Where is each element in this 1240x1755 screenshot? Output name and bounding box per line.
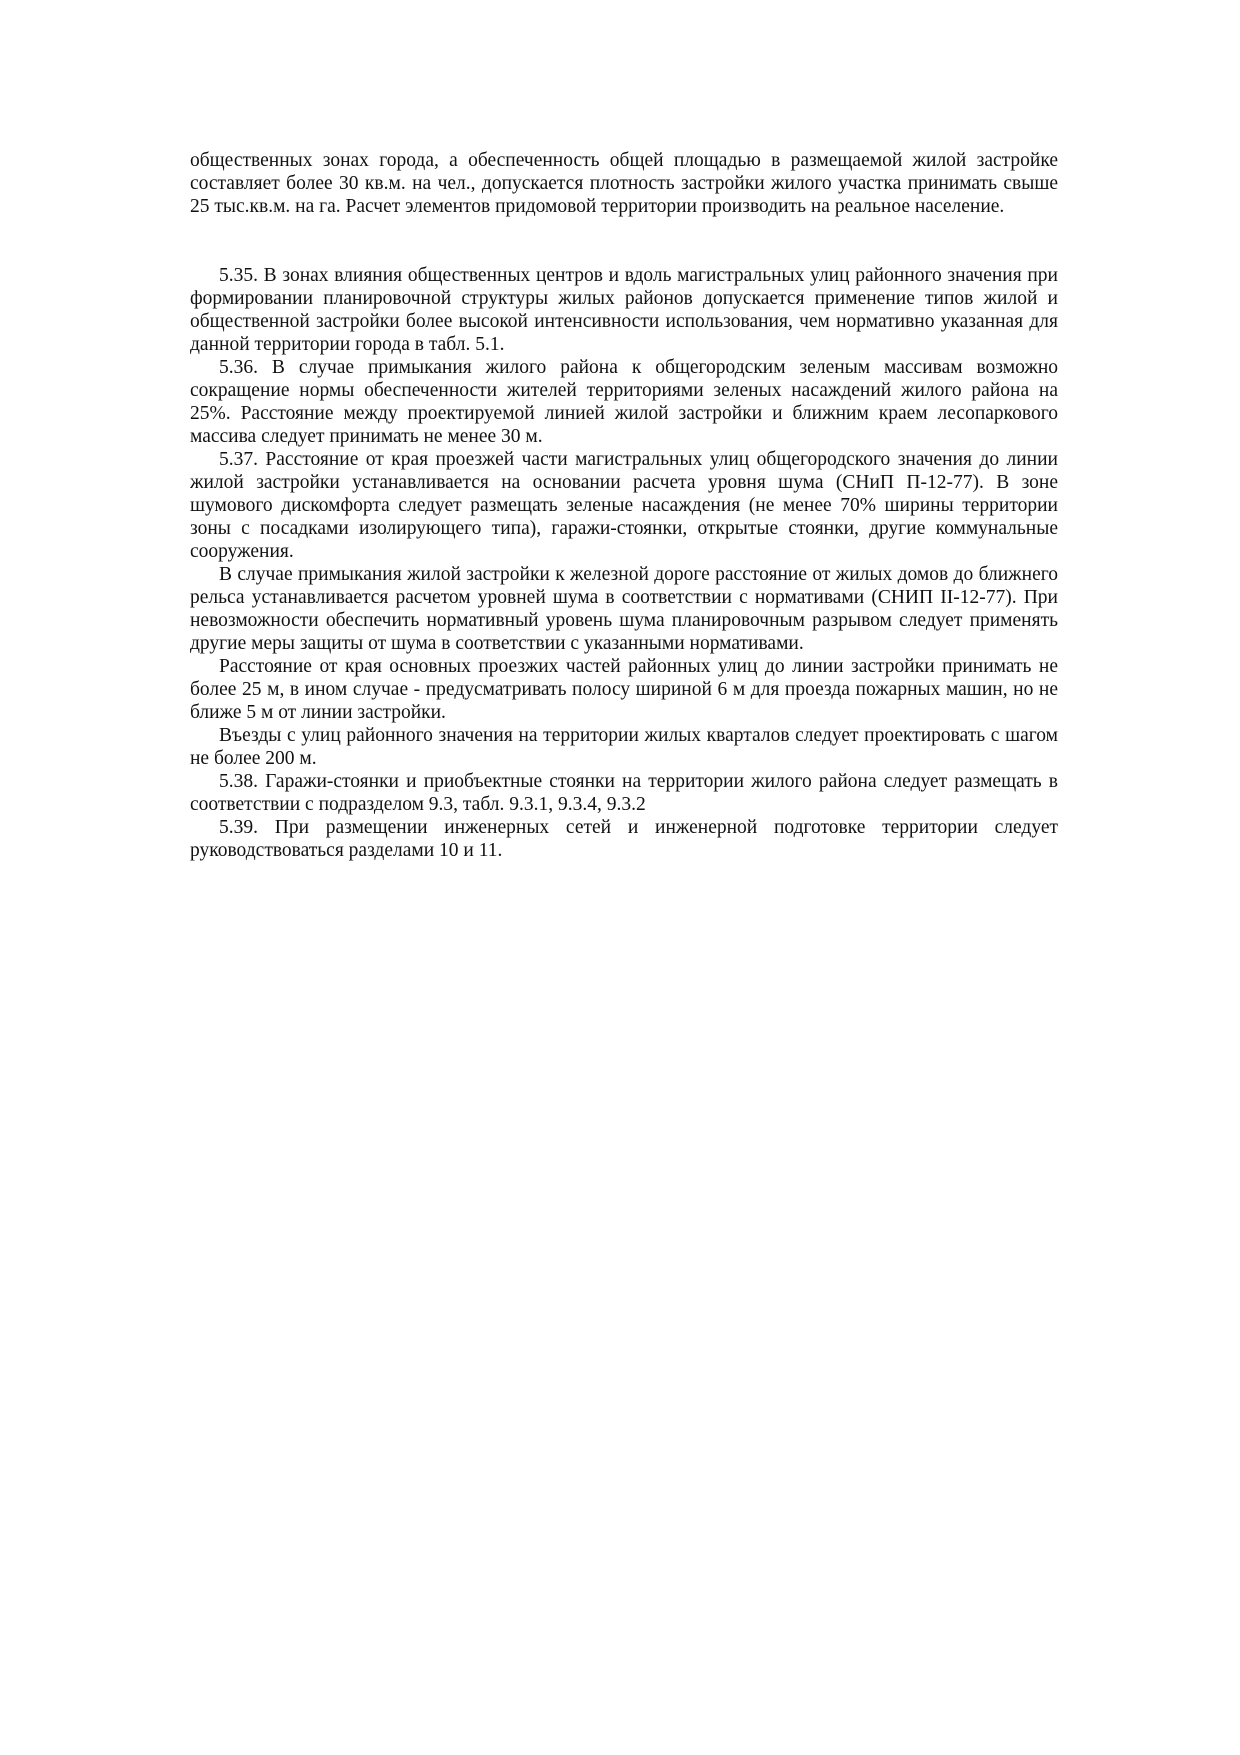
document-page — [190, 149, 1058, 862]
paragraph-continuation: общественных зонах города, а обеспеченность общей площадью в размещаемой жилой застройке составляет более 30 кв.м. на чел., допускается плотность застройки жилого участка принимать свыше 25 тыс.кв.м. на га. Расчет элементов придомовой территории производить на реальное население. — [190, 150, 1058, 217]
paragraph-entrances: Въезды с улиц районного значения на территории жилых кварталов следует проектировать с шагом не более 200 м. — [190, 725, 1058, 769]
paragraph-5-38: 5.38. Гаражи-стоянки и приобъектные стоянки на территории жилого района следует размещать в соответствии с подразделом 9.3, табл. 9.3.1, 9.3.4, 9.3.2 — [190, 771, 1058, 815]
paragraph-5-35: 5.35. В зонах влияния общественных центров и вдоль магистральных улиц районного значения при формировании планировочной структуры жилых районов допускается применение типов жилой и общественной застройки более высокой интенсивности использования, чем нормативно указанная для данной территории города в табл. 5.1. — [190, 265, 1058, 355]
paragraph-railway: В случае примыкания жилой застройки к железной дороге расстояние от жилых домов до ближнего рельса устанавливается расчетом уровней шума в соответствии с нормативами (СНИП II-12-77). При невозможности обеспечить нормативный уровень шума планировочным разрывом следует применять другие меры защиты от шума в соответствии с указанными нормативами. — [190, 564, 1058, 654]
paragraph-street-distance: Расстояние от края основных проезжих частей районных улиц до линии застройки принимать не более 25 м, в ином случае - предусматривать полосу шириной 6 м для проезда пожарных машин, но не ближе 5 м от линии застройки. — [190, 656, 1058, 723]
paragraph-5-36: 5.36. В случае примыкания жилого района к общегородским зеленым массивам возможно сокращение нормы обеспеченности жителей территориями зеленых насаждений жилого района на 25%. Расстояние между проектируемой линией жилой застройки и ближним краем лесопаркового массива следует принимать не менее 30 м. — [190, 357, 1058, 447]
paragraph-spacer — [190, 218, 1058, 264]
paragraph-5-37: 5.37. Расстояние от края проезжей части магистральных улиц общегородского значения до линии жилой застройки устанавливается на основании расчета уровня шума (СНиП П-12-77). В зоне шумового дискомфорта следует размещать зеленые насаждения (не менее 70% ширины территории зоны с посадками изолирующего типа), гаражи-стоянки, открытые стоянки, другие коммунальные сооружения. — [190, 449, 1058, 562]
paragraph-5-39: 5.39. При размещении инженерных сетей и инженерной подготовке территории следует руководствоваться разделами 10 и 11. — [190, 817, 1058, 861]
